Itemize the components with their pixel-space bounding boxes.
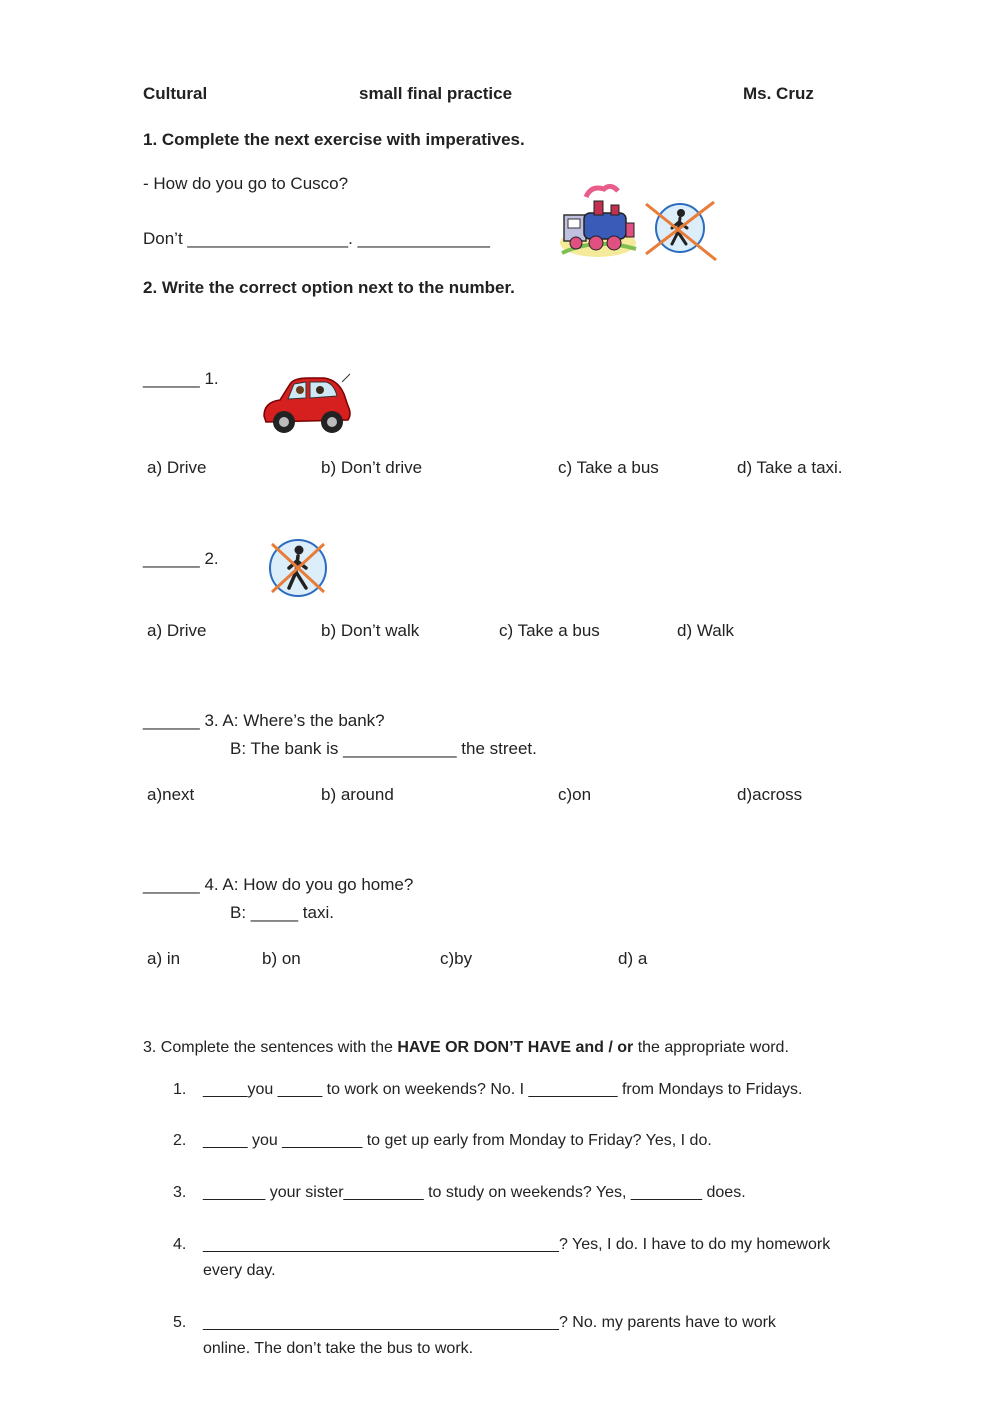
item-line: ________________________________________? Yes, I do. I have to do my homework xyxy=(203,1236,831,1253)
q3-option-d: d)across xyxy=(737,785,803,804)
q1-stem: ______ 1. xyxy=(143,369,219,388)
item-number: 1. xyxy=(173,1081,187,1098)
q2-option-c: c) Take a bus xyxy=(499,621,600,640)
item-line: ________________________________________? No. my parents have to work xyxy=(203,1314,776,1331)
q4-option-d: d) a xyxy=(618,949,648,968)
q4-option-c: c)by xyxy=(440,949,473,968)
item-number: 4. xyxy=(173,1236,187,1253)
q3-option-c: c)on xyxy=(558,785,592,804)
section3-intro-part2: the appropriate word. xyxy=(633,1039,789,1056)
q3-line1: ______ 3. A: Where’s the bank? xyxy=(143,711,385,730)
q1-option-c: c) Take a bus xyxy=(558,458,659,477)
q3-line2: B: The bank is ____________ the street. xyxy=(230,739,537,758)
header-teacher: Ms. Cruz xyxy=(743,84,814,103)
header-left: Cultural xyxy=(143,84,208,103)
q4-option-a: a) in xyxy=(147,949,181,968)
q3-option-a: a)next xyxy=(147,785,195,804)
section3-intro-emphasis: HAVE OR DON’T HAVE and / or xyxy=(397,1039,634,1056)
section3-intro-part1: 3. Complete the sentences with the xyxy=(143,1039,398,1056)
item-line-continued: every day. xyxy=(203,1262,276,1279)
q1-option-b: b) Don’t drive xyxy=(321,458,423,477)
q2-option-d: d) Walk xyxy=(677,621,734,640)
section1-title: 1. Complete the next exercise with imperatives. xyxy=(143,130,525,149)
item-line: _______ your sister_________ to study on weekends? Yes, ________ does. xyxy=(203,1184,746,1201)
q4-line2: B: _____ taxi. xyxy=(230,903,334,922)
section3-title xyxy=(143,1039,789,1057)
section2-title: 2. Write the correct option next to the number. xyxy=(143,278,515,297)
q4-line1: ______ 4. A: How do you go home? xyxy=(143,875,414,894)
q2-stem: ______ 2. xyxy=(143,549,219,568)
section1-answer-line: Don’t _________________. ______________ xyxy=(143,229,490,248)
item-number: 5. xyxy=(173,1314,187,1331)
q4-option-b: b) on xyxy=(262,949,301,968)
section1-question: - How do you go to Cusco? xyxy=(143,174,349,193)
q3-option-b: b) around xyxy=(321,785,394,804)
item-line: _____ you _________ to get up early from Monday to Friday? Yes, I do. xyxy=(203,1132,712,1149)
q1-option-d: d) Take a taxi. xyxy=(737,458,843,477)
train-icon xyxy=(556,183,638,261)
q2-option-a: a) Drive xyxy=(147,621,207,640)
q1-option-a: a) Drive xyxy=(147,458,207,477)
item-line-continued: online. The don’t take the bus to work. xyxy=(203,1340,474,1357)
header-title: small final practice xyxy=(359,84,513,103)
no-walking-icon xyxy=(264,536,332,600)
no-walking-icon xyxy=(640,198,720,262)
item-line: _____you _____ to work on weekends? No. I __________ from Mondays to Fridays. xyxy=(203,1081,803,1098)
item-number: 2. xyxy=(173,1132,187,1149)
car-icon xyxy=(260,372,354,438)
q2-option-b: b) Don’t walk xyxy=(321,621,420,640)
item-number: 3. xyxy=(173,1184,187,1201)
